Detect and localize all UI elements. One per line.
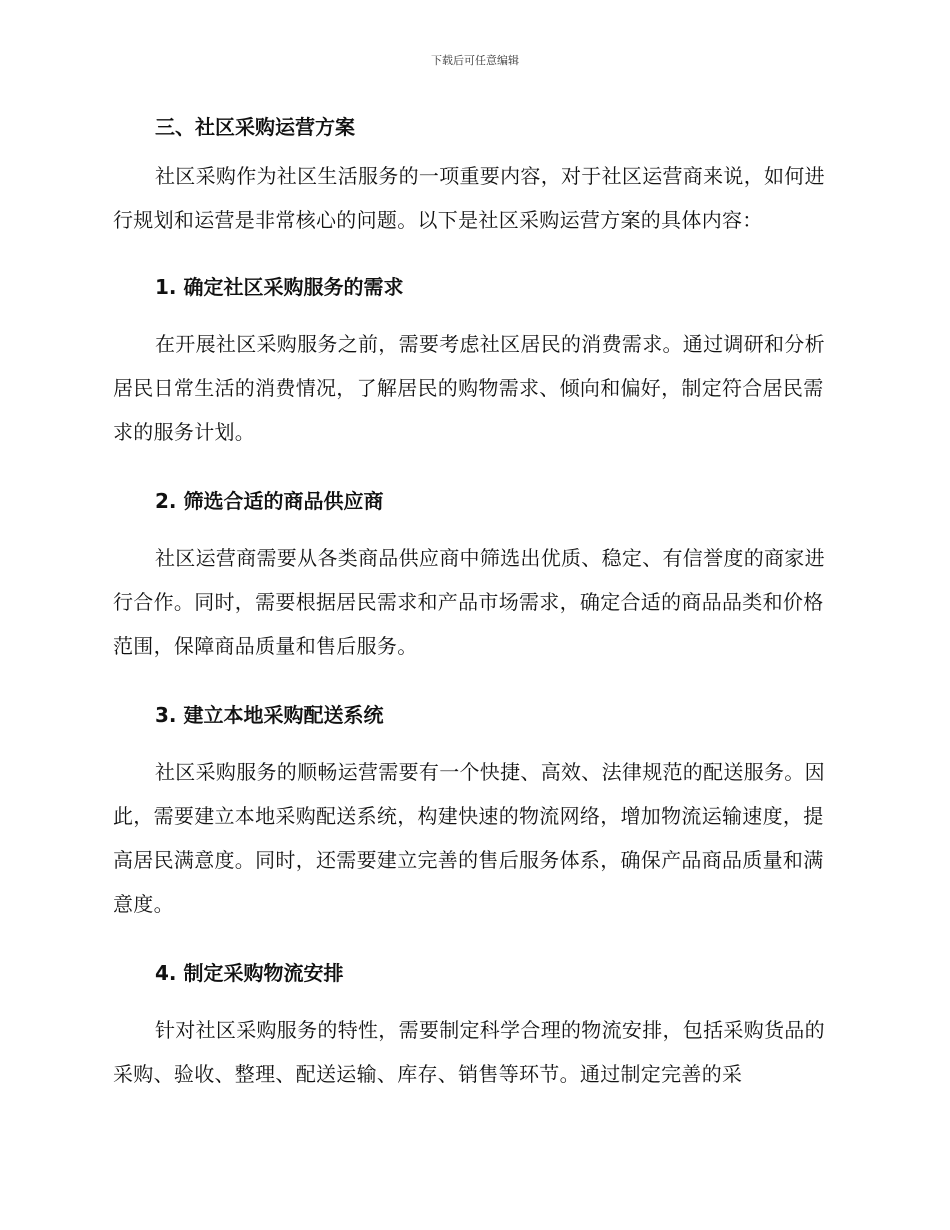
section-4-paragraph: 针对社区采购服务的特性，需要制定科学合理的物流安排，包括采购货品的采购、验收、整理、配送运输、库存、销售等环节。通过制定完善的采 (113, 1018, 825, 1086)
section-4-heading: 4. 制定采购物流安排 (155, 961, 344, 985)
main-heading: 三、社区采购运营方案 (155, 115, 355, 139)
section-2-heading: 2. 筛选合适的商品供应商 (155, 489, 384, 513)
page-header-note: 下载后可任意编辑 (431, 54, 519, 67)
intro-paragraph: 社区采购作为社区生活服务的一项重要内容，对于社区运营商来说，如何进行规划和运营是非常核心的问题。以下是社区采购运营方案的具体内容： (113, 164, 825, 232)
section-1-paragraph: 在开展社区采购服务之前，需要考虑社区居民的消费需求。通过调研和分析居民日常生活的消费情况，了解居民的购物需求、倾向和偏好，制定符合居民需求的服务计划。 (113, 332, 825, 444)
section-3-paragraph: 社区采购服务的顺畅运营需要有一个快捷、高效、法律规范的配送服务。因此，需要建立本地采购配送系统，构建快速的物流网络，增加物流运输速度，提高居民满意度。同时，还需要建立完善的售后服务体系，确保产品商品质量和满意度。 (113, 760, 825, 916)
section-3-heading: 3. 建立本地采购配送系统 (155, 703, 384, 727)
document-body (113, 112, 833, 1096)
section-1-heading: 1. 确定社区采购服务的需求 (155, 275, 404, 299)
section-2-paragraph: 社区运营商需要从各类商品供应商中筛选出优质、稳定、有信誉度的商家进行合作。同时，需要根据居民需求和产品市场需求，确定合适的商品品类和价格范围，保障商品质量和售后服务。 (113, 546, 825, 658)
